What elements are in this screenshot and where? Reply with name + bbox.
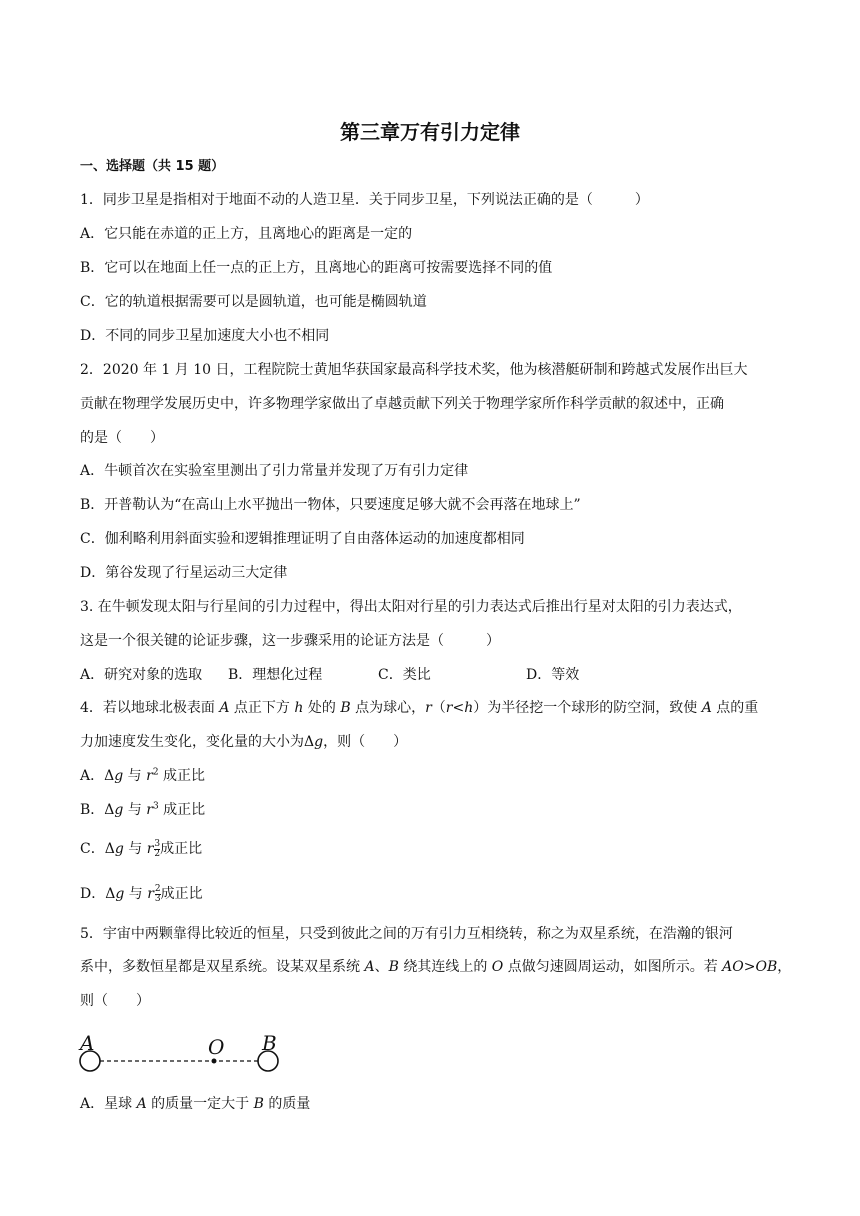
q4-var-r: r	[147, 886, 154, 902]
q4-option-label: B．Δ	[80, 802, 115, 818]
q1-option-b: B．它可以在地面上任一点的正上方，且离地心的距离可按需要选择不同的值	[80, 260, 553, 276]
q4-var-h: h	[294, 700, 304, 716]
q2-stem-line2: 贡献在物理学发展历史中，许多物理学家做出了卓越贡献下列关于物理学家所作科学贡献的叙述中，正确	[80, 396, 724, 412]
figure-label-b: B	[262, 1031, 277, 1055]
q4-var-a: A	[219, 700, 230, 716]
q4-text: 与	[123, 802, 147, 818]
q4-stem-line1	[80, 698, 758, 718]
q5-option-a	[80, 1094, 310, 1114]
q5-var-b: B	[253, 1096, 264, 1112]
q4-option-label: A．Δ	[80, 768, 115, 784]
q4-option-b	[80, 800, 205, 820]
q3-option-a: A．研究对象的选取	[80, 667, 203, 683]
q4-var-r: r	[146, 768, 153, 784]
q1-option-a: A．它只能在赤道的正上方，且离地心的距离是一定的	[80, 226, 413, 242]
q5-text: 点做匀速圆周运动，如图所示。若	[503, 959, 723, 975]
q4-var-g: g	[115, 886, 125, 902]
q5-var-b: B	[388, 959, 399, 975]
q4-stem-line2	[80, 732, 407, 752]
q4-var-a: A	[701, 700, 712, 716]
figure-label-a: A	[80, 1031, 95, 1055]
q4-text: 处的	[303, 700, 341, 716]
q3-stem-line1: 3. 在牛顿发现太阳与行星间的引力过程中，得出太阳对行星的引力表达式后推出行星对太阳的引力表达式，	[80, 599, 742, 615]
q5-stem-line1: 5．宇宙中两颗靠得比较近的恒星，只受到彼此之间的万有引力互相绕转，称之为双星系统，在浩瀚的银河	[80, 926, 733, 942]
q2-stem-line3: 的是（ ）	[80, 430, 164, 446]
q4-text: 与	[123, 841, 147, 857]
q4-denominator: 3	[154, 893, 161, 904]
q4-var-r: r	[146, 841, 154, 857]
q4-var-g: g	[314, 734, 324, 750]
q4-var-r: r	[425, 700, 432, 716]
q4-var-r: r	[146, 802, 153, 818]
q5-text: 的质量一定大于	[146, 1096, 254, 1112]
q5-text: A．星球	[80, 1096, 137, 1112]
q4-numerator: 3	[154, 838, 161, 849]
q4-text: ，则（ ）	[323, 734, 408, 750]
q5-var-a: A	[136, 1096, 147, 1112]
q4-text: 与	[123, 768, 147, 784]
q5-condition: AO>OB	[722, 959, 778, 975]
binary-star-figure	[72, 1030, 292, 1080]
q5-text: 绕其连线上的	[398, 959, 492, 975]
q4-text: 点正下方	[229, 700, 295, 716]
q3-options-row	[80, 665, 579, 685]
q4-text: 力加速度发生变化，变化量的大小为Δ	[80, 734, 315, 750]
q1-stem: 1．同步卫星是指相对于地面不动的人造卫星．关于同步卫星，下列说法正确的是（ ）	[80, 192, 649, 208]
q4-text: 成正比	[158, 768, 205, 784]
figure-label-o: O	[208, 1035, 225, 1059]
q4-text: 与	[124, 886, 148, 902]
q4-denominator: 2	[154, 848, 161, 859]
q5-text: ，	[777, 959, 792, 975]
q3-option-d: D．等效	[526, 667, 580, 683]
q1-option-c: C．它的轨道根据需要可以是圆轨道，也可能是椭圆轨道	[80, 294, 427, 310]
q5-text: 、	[374, 959, 389, 975]
q5-stem-line2	[80, 957, 791, 977]
q4-condition: r<h	[445, 700, 474, 716]
q4-var-g: g	[114, 841, 124, 857]
q4-text: 成正比	[160, 841, 203, 857]
q4-numerator: 2	[154, 883, 161, 894]
q2-option-c: C．伽利略利用斜面实验和逻辑推理证明了自由落体运动的加速度都相同	[80, 531, 525, 547]
q4-text: 点为球心，	[350, 700, 426, 716]
q4-text: （	[431, 700, 446, 716]
q4-exponent: 2	[152, 767, 159, 778]
q4-option-label: D．Δ	[80, 886, 116, 902]
section-heading: 一、选择题（共 15 题）	[80, 159, 225, 174]
center-o-dot	[212, 1059, 217, 1064]
q4-text: 点的重	[711, 700, 759, 716]
q5-var-a: A	[364, 959, 375, 975]
page-title: 第三章万有引力定律	[340, 120, 520, 144]
q4-text: ）为半径挖一个球形的防空洞，致使	[473, 700, 702, 716]
q4-text: 成正比	[158, 802, 206, 818]
q4-option-c	[80, 839, 202, 859]
q5-stem-line3: 则（ ）	[80, 993, 150, 1009]
q2-option-a: A．牛顿首次在实验室里测出了引力常量并发现了万有引力定律	[80, 463, 469, 479]
q4-exponent: 3	[152, 801, 159, 812]
q2-option-b: B．开普勒认为“在高山上水平抛出一物体，只要速度足够大就不会再落在地球上”	[80, 497, 581, 513]
q4-option-label: C．Δ	[80, 841, 115, 857]
q3-option-c: C．类比	[378, 667, 431, 683]
q5-var-o: O	[491, 959, 504, 975]
q1-option-d: D．不同的同步卫星加速度大小也不相同	[80, 328, 330, 344]
q4-option-a	[80, 766, 205, 786]
q2-stem-line1: 2．2020 年 1 月 10 日，工程院院士黄旭华获国家最高科学技术奖，他为核潜艇研制和跨越式发展作出巨大	[80, 362, 748, 378]
q3-stem-line2: 这是一个很关键的论证步骤，这一步骤采用的论证方法是（ ）	[80, 633, 500, 649]
q5-text: 系中，多数恒星都是双星系统。设某双星系统	[80, 959, 365, 975]
q4-text: 4．若以地球北极表面	[80, 700, 220, 716]
q4-text: 成正比	[160, 886, 203, 902]
q4-var-g: g	[114, 768, 124, 784]
q3-option-b: B．理想化过程	[228, 667, 323, 683]
q4-var-b: B	[340, 700, 351, 716]
q4-option-d	[80, 884, 203, 904]
q4-var-g: g	[114, 802, 124, 818]
q5-text: 的质量	[263, 1096, 311, 1112]
q2-option-d: D．第谷发现了行星运动三大定律	[80, 565, 288, 581]
